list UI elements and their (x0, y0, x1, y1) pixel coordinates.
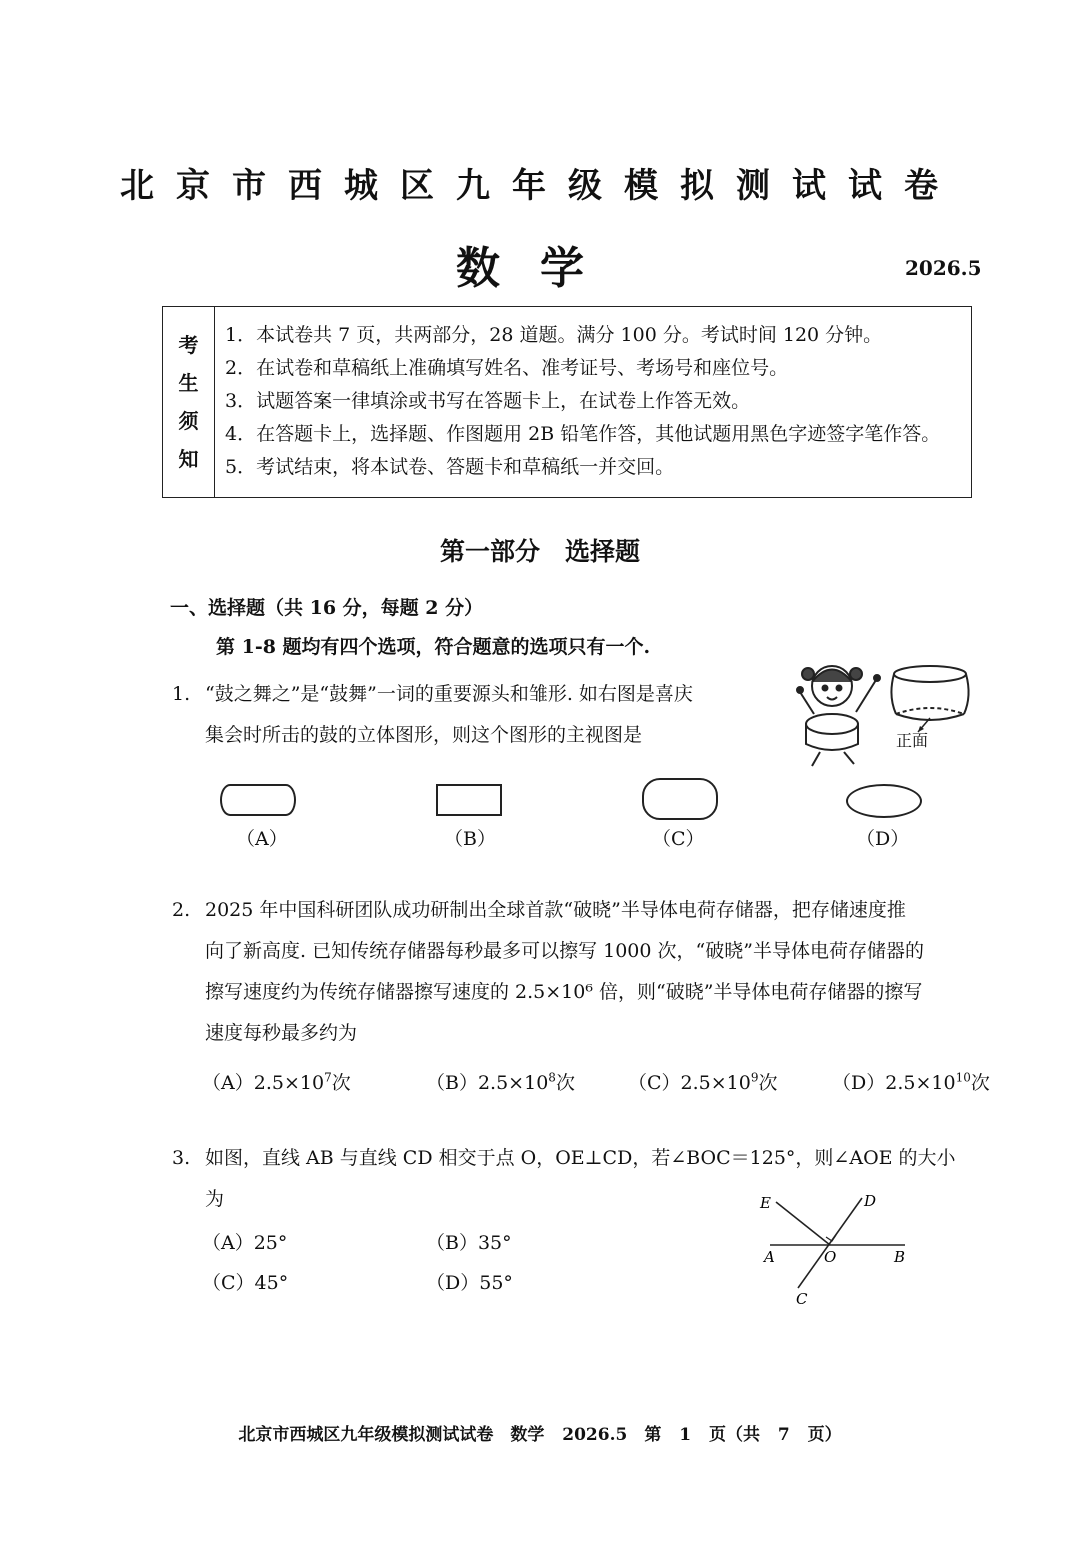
option-a-label: （A） (236, 828, 288, 850)
option-c-label: （C） (652, 828, 705, 850)
notice-item: 2．在试卷和草稿纸上准确填写姓名、准考证号、考场号和座位号。 (225, 357, 789, 379)
ray-oe (776, 1202, 830, 1245)
section-note: 第 1-8 题均有四个选项，符合题意的选项只有一个. (216, 636, 651, 658)
option-b-label: （B） (444, 828, 496, 850)
option-unit: 次 (555, 1072, 575, 1094)
question-line: 为 (205, 1188, 225, 1210)
question-line: “鼓之舞之”是“鼓舞”一词的重要源头和雏形. 如右图是喜庆 (205, 683, 693, 705)
question-line: 向了新高度. 已知传统存储器每秒最多可以擦写 1000 次，“破晓”半导体电荷存储器的 (205, 940, 924, 962)
notice-label-char: 须 (178, 409, 199, 433)
page-footer: 北京市西城区九年级模拟测试试卷 数学 2026.5 第 1 页（共 7 页） (238, 1425, 842, 1445)
option-label: （B） (426, 1072, 478, 1094)
option-label: （C） (628, 1072, 681, 1094)
part-title: 第一部分 选择题 (439, 537, 640, 566)
option-b-shape (436, 784, 502, 816)
option-d: （D）55° (426, 1272, 513, 1294)
option-exponent: 9 (750, 1070, 759, 1085)
notice-label-char: 生 (178, 371, 199, 395)
drum-figure (790, 652, 990, 772)
exam-date: 2026.5 (905, 256, 982, 280)
notice-item: 4．在答题卡上，选择题、作图题用 2B 铅笔作答，其他试题用黑色字迹签字笔作答。 (225, 423, 941, 445)
option-value: 2.5×10 (885, 1072, 956, 1094)
notice-item: 3．试题答案一律填涂或书写在答题卡上，在试卷上作答无效。 (225, 390, 751, 412)
point-b-label: B (894, 1248, 906, 1266)
point-a-label: A (764, 1248, 775, 1266)
option-unit: 次 (331, 1072, 351, 1094)
question-line: 2025 年中国科研团队成功研制出全球首款“破晓”半导体电荷存储器，把存储速度推 (205, 899, 906, 921)
question-number: 3. (172, 1147, 191, 1169)
section-heading: 一、选择题（共 16 分，每题 2 分） (170, 597, 484, 619)
option-value: 2.5×10 (253, 1072, 325, 1094)
point-o-label: O (824, 1248, 837, 1266)
option-b: （B）35° (426, 1232, 512, 1254)
option-a-shape (220, 784, 296, 816)
child-drummer-illustration (797, 666, 880, 766)
option-d-shape (846, 784, 922, 818)
option-c: （C）45° (202, 1272, 289, 1294)
option-value: 2.5×10 (477, 1072, 549, 1094)
notice-item: 5．考试结束，将本试卷、答题卡和草稿纸一并交回。 (225, 456, 675, 478)
line-cd (798, 1198, 862, 1288)
notice-item: 1．本试卷共 7 页，共两部分，28 道题。满分 100 分。考试时间 120 分钟。 (225, 324, 883, 346)
candidate-notice-box (162, 306, 972, 498)
option-unit: 次 (758, 1072, 778, 1094)
option-value: 2.5×10 (680, 1072, 751, 1094)
notice-label-char: 知 (178, 447, 199, 471)
option-a (202, 1068, 351, 1095)
option-exponent: 10 (955, 1070, 971, 1085)
notice-label-char: 考 (178, 333, 199, 357)
option-d (832, 1068, 990, 1095)
question-line: 擦写速度约为传统存储器擦写速度的 2.5×10⁶ 倍，则“破晓”半导体电荷存储器的擦写 (205, 981, 923, 1003)
question-line: 集会时所击的鼓的立体图形，则这个图形的主视图是 (205, 724, 643, 746)
question-line: 如图，直线 AB 与直线 CD 相交于点 O，OE⊥CD，若∠BOC＝125°，则∠AOE 的大小 (205, 1147, 956, 1169)
option-exponent: 8 (548, 1070, 556, 1085)
option-b (426, 1068, 575, 1095)
notice-items (225, 319, 940, 484)
angle-diagram (750, 1188, 920, 1308)
question-text (205, 890, 995, 1054)
drum-3d-illustration (891, 666, 968, 732)
question-2 (0, 890, 1080, 1060)
front-view-label: 正面 (896, 731, 929, 750)
subject-title: 数学 (456, 243, 624, 294)
question-text (205, 674, 785, 756)
option-label: （A） (202, 1072, 254, 1094)
question-number: 1. (172, 683, 191, 705)
option-d-label: （D） (856, 828, 910, 850)
option-c-shape (642, 778, 718, 820)
notice-label (163, 307, 215, 497)
option-a: （A）25° (202, 1232, 288, 1254)
point-c-label: C (796, 1290, 808, 1308)
exam-title: 北京市西城区九年级模拟测试试卷 (120, 166, 960, 206)
option-exponent: 7 (324, 1070, 332, 1085)
option-label: （D） (832, 1072, 886, 1094)
question-line: 速度每秒最多约为 (205, 1022, 358, 1044)
question-number: 2. (172, 899, 191, 921)
option-unit: 次 (970, 1072, 990, 1094)
option-c (628, 1068, 778, 1095)
point-e-label: E (760, 1194, 771, 1212)
point-d-label: D (864, 1192, 877, 1210)
